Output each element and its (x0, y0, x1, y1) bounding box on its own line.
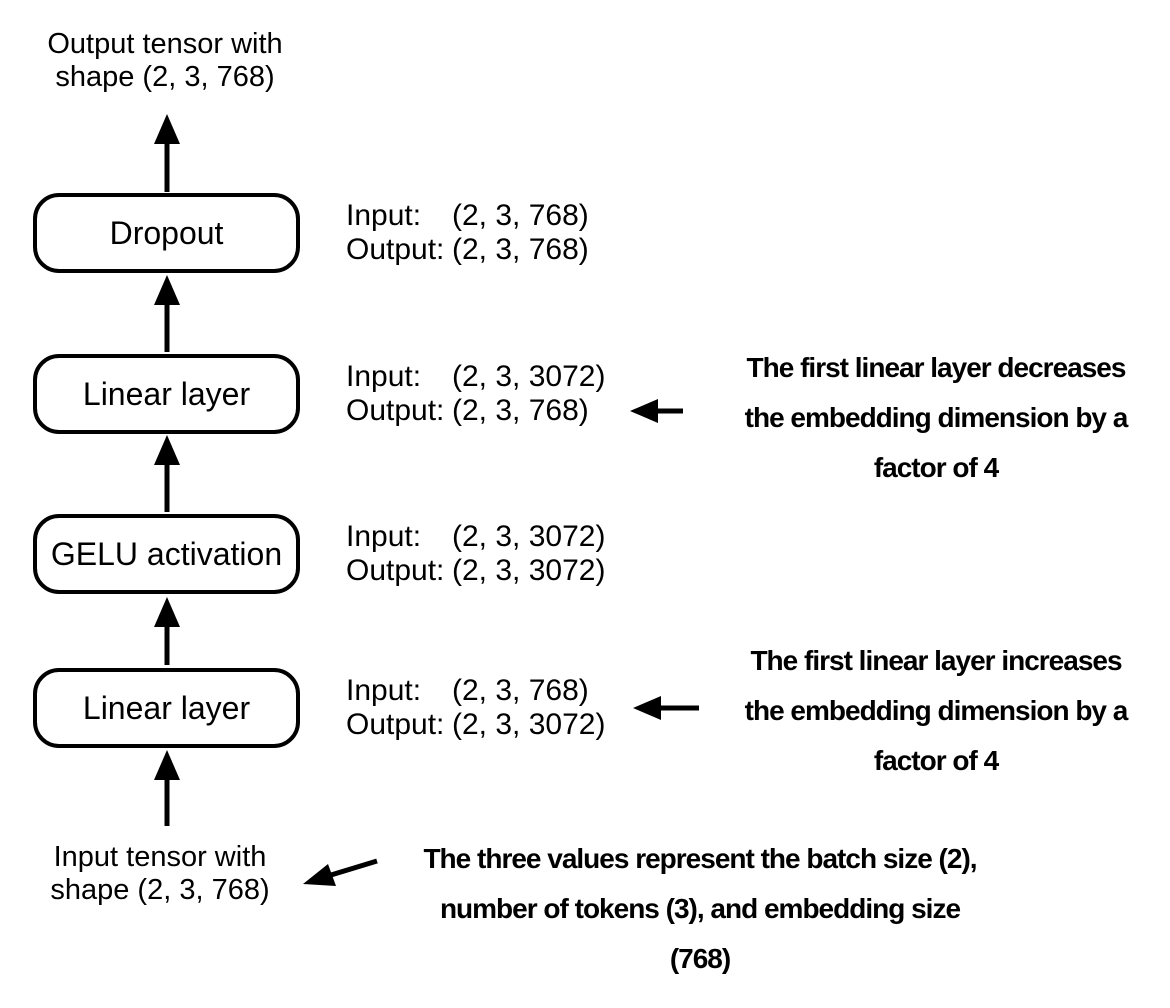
input-tensor-label (35, 841, 285, 907)
io-value: (2, 3, 768) (452, 674, 589, 707)
io-row (346, 554, 605, 588)
io-value: (2, 3, 3072) (452, 520, 606, 553)
annotation-decrease-dimension (716, 343, 1156, 493)
io-shapes-linear-layer-1 (346, 674, 605, 742)
annotation-line: The three values represent the batch size (2), (423, 843, 977, 874)
node-gelu-activation (33, 514, 300, 594)
io-key: Output: (346, 233, 445, 266)
node-label: GELU activation (50, 535, 283, 572)
annotation-line: the embedding dimension by a (744, 695, 1128, 726)
annotation-line: the embedding dimension by a (744, 402, 1128, 433)
arrow-up-icon (154, 750, 180, 826)
label-line: Output tensor with (47, 28, 283, 60)
node-label: Linear layer (82, 689, 251, 726)
io-value: (2, 3, 768) (452, 394, 589, 427)
io-key: Input: (346, 199, 422, 232)
io-value: (2, 3, 3072) (452, 708, 606, 741)
arrow-up-icon (154, 597, 180, 665)
io-row (346, 394, 605, 428)
io-key: Output: (346, 554, 445, 587)
label-line: shape (2, 3, 768) (50, 874, 270, 906)
annotation-shape-meaning (390, 834, 1010, 984)
arrow-left-icon (633, 696, 699, 720)
io-value: (2, 3, 768) (452, 233, 589, 266)
io-value: (2, 3, 3072) (452, 554, 606, 587)
annotation-line: factor of 4 (873, 452, 999, 483)
node-dropout (33, 193, 300, 273)
annotation-line: The first linear layer decreases (746, 352, 1126, 383)
arrow-down-left-icon (303, 861, 377, 886)
io-row (346, 674, 605, 708)
arrow-up-icon (154, 275, 180, 352)
io-row (346, 199, 589, 233)
label-line: shape (2, 3, 768) (55, 61, 275, 93)
arrow-left-icon (630, 399, 683, 423)
arrow-up-icon (154, 114, 180, 192)
io-row (346, 360, 605, 394)
node-linear-layer-1 (33, 668, 300, 748)
io-value: (2, 3, 768) (452, 199, 589, 232)
io-row (346, 233, 589, 267)
label-line: Input tensor with (53, 841, 267, 873)
io-key: Output: (346, 394, 445, 427)
annotation-line: number of tokens (3), and embedding size (439, 893, 961, 924)
io-shapes-gelu-activation (346, 520, 605, 588)
annotation-increase-dimension (716, 636, 1156, 786)
output-tensor-label (25, 28, 305, 94)
io-key: Input: (346, 674, 422, 707)
arrow-up-icon (154, 435, 180, 512)
io-key: Output: (346, 708, 445, 741)
node-label: Linear layer (82, 375, 251, 412)
annotation-line: The first linear layer increases (750, 645, 1122, 676)
io-key: Input: (346, 520, 422, 553)
annotation-line: factor of 4 (873, 745, 999, 776)
io-row (346, 520, 605, 554)
node-linear-layer-2 (33, 354, 300, 434)
io-shapes-linear-layer-2 (346, 360, 605, 428)
io-row (346, 708, 605, 742)
annotation-line: (768) (669, 943, 731, 974)
io-shapes-dropout (346, 199, 589, 267)
node-label: Dropout (109, 214, 224, 251)
io-key: Input: (346, 360, 422, 393)
io-value: (2, 3, 3072) (452, 360, 606, 393)
